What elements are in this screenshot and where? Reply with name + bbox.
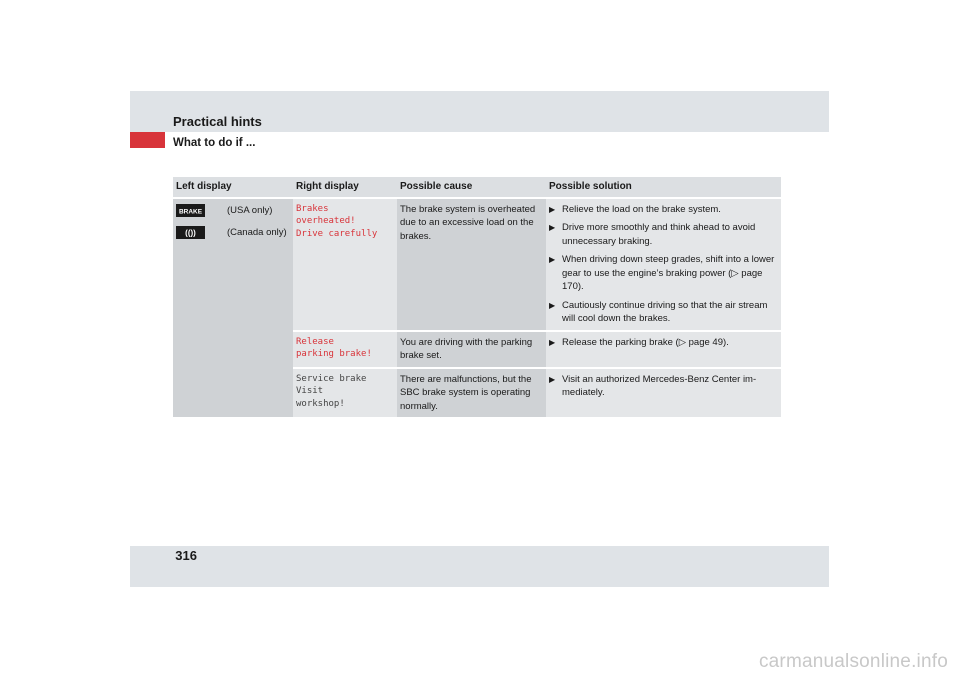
display-message-line: Release [296,336,334,347]
solution-text: Release the parking brake (▷ page 49). [562,336,729,348]
arrow-right-icon: ▶ [549,223,556,232]
possible-solution-cell [546,368,781,418]
display-message-line: Brakes overheated! [296,203,356,226]
right-display-cell [293,368,397,418]
svg-text:BRAKE: BRAKE [178,208,203,216]
left-display-canada [176,225,289,241]
arrow-right-icon: ▶ [549,337,556,347]
arrow-right-icon: ▶ [549,300,556,310]
solution-item [549,336,777,350]
display-message-line: workshop! [296,398,345,409]
display-message-line: parking brake! [296,349,372,359]
page-number: 316 [175,548,197,563]
solution-item [549,373,777,400]
right-display-cell [293,331,397,368]
brake-icon [176,204,205,217]
arrow-right-icon: ▶ [549,374,556,384]
table-header-row [173,177,781,198]
brake-circle-icon [176,226,205,239]
possible-solution-cell [546,198,781,331]
solution-item [549,221,777,248]
possible-solution-cell [546,331,781,368]
possible-cause-cell: You are driving with the parking brake set. [397,331,546,368]
solution-item [549,299,777,326]
display-message-line: Service brake [296,373,367,384]
solution-item [549,203,777,217]
left-display-canada-label: (Canada only) [227,226,287,238]
footer-bar [130,546,829,587]
column-header-possible-cause: Possible cause [397,177,546,198]
display-message-line: Visit [296,386,324,396]
left-display-usa [176,203,289,219]
solution-text: Drive more smoothly and think ahead to avoid unnecessary braking. [562,222,756,247]
svg-text:(()): (()) [185,228,196,238]
column-header-possible-solution: Possible solution [546,177,781,198]
subsection-title: What to do if ... [173,137,256,149]
solution-text: Cautiously continue driving so that the air stream will cool down the brakes. [562,299,768,324]
left-display-cell [173,198,293,418]
solution-item [549,253,777,294]
info-table [173,177,781,417]
display-message-line: Drive carefully [296,228,378,239]
arrow-right-icon: ▶ [549,255,556,264]
arrow-right-icon: ▶ [549,204,556,214]
section-title: Practical hints [173,114,262,129]
watermark: carmanualsonline.info [758,651,948,672]
column-header-right-display: Right display [293,177,397,198]
solution-text: When driving down steep grades, shift into a lower gear to use the engine’s braking power (▷ page 170). [562,254,775,292]
left-display-usa-label: (USA only) [227,204,273,216]
right-display-cell [293,198,397,331]
possible-cause-cell: The brake system is overheated due to an excessive load on the brakes. [397,198,546,331]
column-header-left-display: Left display [173,177,293,198]
possible-cause-cell: There are malfunctions, but the SBC brake system is operating normally. [397,368,546,418]
solution-text: Relieve the load on the brake system. [562,203,721,215]
table-row [173,198,781,331]
section-marker [130,132,165,148]
solution-text: Visit an authorized Mercedes-Benz Center im-mediately. [562,373,757,398]
